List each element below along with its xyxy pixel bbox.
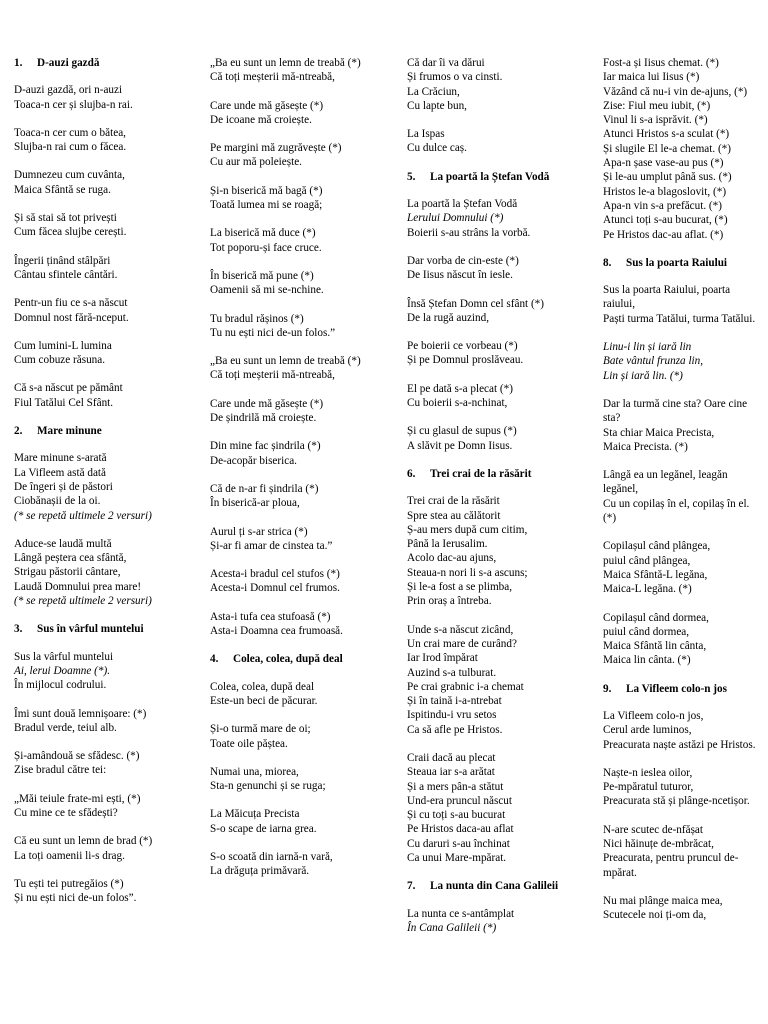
verse-line: Apa-n vin s-a prefăcut. (*) [603,199,722,212]
verse-line: Și să stai să tot privești [14,212,117,225]
verse-line: Vinul li s-a isprăvit. (*) [603,114,708,127]
verse-line: Ca unui Mare-mpărat. [407,852,507,865]
verse-line: A slăvit pe Domn Iisus. [407,439,513,452]
verse-line: Sta chiar Maica Precista, [603,426,715,439]
verse-line: puiul când dormea, [603,625,690,638]
stanza [210,56,370,85]
verse-line: Dar la turmă cine sta? Oare cine sta? [603,397,748,425]
stanza [210,765,370,794]
verse-line: Steaua-n nori li s-a ascuns; [407,566,528,579]
verse-line: Strigau păstorii cântare, [14,566,121,579]
verse-line: Că s-a născut pe pământ [14,382,123,395]
verse-line: Pentr-un fiu ce s-a născut [14,297,128,310]
stanza [407,339,567,368]
verse-line: Maica lin cânta. (*) [603,654,691,667]
song-number: 2. [14,425,23,438]
verse-line: Asta-i Doamna cea frumoasă. [210,625,343,638]
verse-line: Iar maica lui Iisus (*) [603,71,700,84]
verse-line: El pe dată s-a plecat (*) [407,382,513,395]
column-4 [603,56,763,937]
verse-line: La drăguța primăvară. [210,865,310,878]
verse-line: N-are scutec de-nfășat [603,823,704,836]
verse-line: Maica Sfântă se ruga. [14,183,111,196]
song-title: Mare minune [37,425,102,438]
verse-line: Și le-au umplut până sus. (*) [603,171,732,184]
verse-line: S-o scoată din iarnă-n vară, [210,850,333,863]
stanza [407,907,567,936]
verse-line: Și a mers pân-a stătut [407,780,504,793]
verse-line: Tot poporu-și face cruce. [210,241,322,254]
verse-line: Că de n-ar fi șindrila (*) [210,482,319,495]
verse-line: Lângă peștera cea sfântă, [14,552,127,565]
song-number: 3. [14,623,23,636]
verse-line: Cu daruri s-au închinat [407,837,510,850]
stanza [14,254,174,283]
column-2 [210,56,370,893]
verse-line: Pe crai grabnic i-a chemat [407,680,524,693]
verse-line: Toaca-n cer cum o bătea, [14,126,126,139]
song-heading [603,256,763,270]
stanza [210,722,370,751]
verse-line: În biserică mă pune (*) [210,269,314,282]
stanza [407,127,567,156]
verse-line: Craii dacă au plecat [407,751,496,764]
verse-line: Fiul Tatălui Cel Sfânt. [14,396,114,409]
stanza [14,834,174,863]
verse-line: Oamenii să mi se-nchine. [210,284,324,297]
verse-line: Ai, lerui Doamne (*). [14,664,111,677]
verse-line: La Ispas [407,128,445,141]
verse-line: Nici hăinuțe de-mbrăcat, [603,838,714,851]
verse-line: Un crai mare de curând? [407,637,517,650]
verse-line: S-o scape de iarna grea. [210,822,317,835]
song-title: La nunta din Cana Galileii [430,880,559,893]
verse-line: Ciobănașii de la oi. [14,495,101,508]
verse-line: Cum lumini-L lumina [14,339,112,352]
column-3 [407,56,567,949]
verse-line: Pe Hristos dac-au aflat. (*) [603,228,724,241]
song-title: Colea, colea, după deal [233,653,343,666]
song-heading [14,56,174,70]
verse-line: Colea, colea, după deal [210,680,315,693]
verse-line: La toți oamenii li-s drag. [14,849,125,862]
verse-line: Ș-au mers după cum citim, [407,523,528,536]
song-title: Trei crai de la răsărit [430,467,532,480]
verse-line: Cerul arde luminos, [603,724,692,737]
stanza [603,823,763,880]
verse-line: Maica Precista. (*) [603,440,688,453]
stanza [407,56,567,113]
stanza [210,567,370,596]
verse-line: puiul când plângea, [603,554,691,567]
verse-line: La Crăciun, [407,85,460,98]
verse-line: Zise: Fiul meu iubit, (*) [603,99,711,112]
verse-line: Prin oraș a întreba. [407,595,492,608]
verse-line: Acesta-i bradul cel stufos (*) [210,568,340,581]
stanza [210,482,370,511]
verse-line: Cum cobuze răsuna. [14,354,106,367]
verse-line: Cu mine ce te sfădești? [14,806,118,819]
verse-line: În mijlocul codrului. [14,679,107,692]
verse-line: La Vifleem astă dată [14,466,106,479]
stanza [407,494,567,608]
stanza [603,894,763,923]
song-title: La poartă la Ștefan Vodă [430,170,550,183]
stanza [603,766,763,809]
stanza [14,537,174,608]
verse-line: Cum făcea slujbe cerești. [14,226,127,239]
stanza [14,83,174,112]
verse-line: Sus la vârful muntelui [14,650,114,663]
stanza [210,99,370,128]
verse-line: Fost-a și Iisus chemat. (*) [603,57,719,69]
verse-line: Și în taină i-a-ntrebat [407,695,502,708]
stanza [603,340,763,383]
song-number: 9. [603,682,612,695]
stanza [407,254,567,283]
verse-line: Că toți meșterii mă-ntreabă, [210,369,335,382]
verse-line: „Ba eu sunt un lemn de treabă (*) [210,57,361,69]
song-heading [14,424,174,438]
verse-line: Unde s-a născut zicând, [407,623,514,636]
stanza [14,707,174,736]
verse-line: Acolo dac-au ajuns, [407,552,497,565]
stanza [210,312,370,341]
song-title: Sus în vârful muntelui [37,623,144,636]
verse-line: Ca să afle pe Hristos. [407,723,503,736]
verse-line: Acesta-i Domnul cel frumos. [210,582,340,595]
stanza [14,381,174,410]
verse-line: Și slugile El le-a chemat. (*) [603,142,731,155]
song-number: 6. [407,467,416,480]
verse-line: Lângă ea un legănel, leagăn legănel, [603,469,728,496]
verse-line: Maica Sfântă-L legăna, [603,568,708,581]
verse-line: Tu bradul rășinos (*) [210,312,304,325]
stanza [603,539,763,596]
verse-line: Copilașul când plângea, [603,540,711,553]
stanza [210,354,370,383]
verse-line: Însă Ștefan Domn cel sfânt (*) [407,297,545,310]
verse-line: Toate oile pășteа. [210,737,288,750]
verse-line: Este-un beci de păcurar. [210,694,318,707]
song-heading [603,682,763,696]
verse-line: Tu ești tei putregăios (*) [14,877,124,890]
verse-line: Și nu ești nici de-un folos”. [14,892,137,905]
verse-line: Atunci toți s-au bucurat, (*) [603,214,728,227]
verse-line: Pe Hristos daca-au aflat [407,823,514,836]
verse-line: În biserică-ar ploua, [210,497,300,510]
verse-line: Și-n biserică mă bagă (*) [210,184,323,197]
verse-line: Lerului Domnului (*) [407,212,504,225]
verse-line: Slujba-n rai cum o făcea. [14,141,127,154]
verse-line: Apa-n șase vase-au pus (*) [603,157,724,170]
stanza [407,197,567,240]
verse-line: Îmi sunt două lemnișoare: (*) [14,707,147,720]
verse-line: Pe margini mă zugrăvește (*) [210,142,342,155]
song-title: Sus la poarta Raiului [626,256,728,269]
verse-line: Din mine fac șindrila (*) [210,440,321,453]
verse-line: Care unde mă găsește (*) [210,397,324,410]
stanza [407,382,567,411]
verse-line: Zise bradul către tei: [14,764,107,777]
verse-line: Toaca-n cer și slujba-n rai. [14,98,133,111]
verse-line: Cântau sfintele cântări. [14,268,118,281]
verse-line: De-acopăr biserica. [210,454,297,467]
verse-line: Preacurata, pentru pruncul de-mpărat. [603,852,739,879]
verse-line: Dar vorba de cin-este (*) [407,254,519,267]
verse-line: Bradul verde, teiul alb. [14,721,117,734]
song-heading [14,622,174,636]
song-title: D-auzi gazdă [37,57,100,69]
verse-line: Preacurata stă și plânge-ncetișor. [603,795,750,808]
stanza [14,339,174,368]
verse-line: Până la Ierusalim. [407,538,488,551]
verse-line: Und-era pruncul născut [407,794,512,807]
verse-line: Steaua iar s-a arătat [407,766,495,779]
stanza [210,525,370,554]
stanza [14,211,174,240]
verse-line: Maica-L legăna. (*) [603,583,692,596]
verse-line: „Măi teiule frate-mi ești, (*) [14,792,141,805]
verse-line: Cu aur mă poleiește. [210,156,302,169]
verse-line: La Vifleem colo-n jos, [603,709,704,722]
verse-line: Pe boierii ce vorbeau (*) [407,340,518,353]
verse-line: Paști turma Tatălui, turma Tatălui. [603,312,756,325]
song-heading [407,467,567,481]
verse-line: (* se repetă ultimele 2 versuri) [14,595,152,608]
verse-line: Mare minune s-arată [14,452,107,465]
stanza [14,877,174,906]
stanza [603,611,763,668]
verse-line: Îngerii ținând stâlpări [14,254,111,267]
verse-line: Maica Sfântă lin cânta, [603,640,707,653]
verse-line: Numai una, miorea, [210,765,299,778]
stanza [14,749,174,778]
verse-line: Și cu glasul de supus (*) [407,425,517,438]
column-1 [14,56,174,919]
verse-line: De la rugă auzind, [407,311,490,324]
verse-line: Pe-mpăratul tuturor, [603,781,694,794]
verse-line: Hristos le-a blagoslovit, (*) [603,185,727,198]
verse-line: Cu boierii s-a-nchinat, [407,397,508,410]
stanza [210,226,370,255]
stanza [210,269,370,298]
verse-line: Sus la poarta Raiului, poarta raiului, [603,284,731,311]
verse-line: Văzând că nu-i vin de-ajuns, (*) [603,85,748,98]
verse-line: Cu lapte bun, [407,99,467,112]
stanza [210,850,370,879]
verse-line: De icoane mă croiește. [210,113,312,126]
verse-line: Auzind s-a tulburat. [407,666,497,679]
verse-line: Care unde mă găsește (*) [210,99,324,112]
stanza [210,397,370,426]
verse-line: Iar Irod împărat [407,652,478,665]
verse-line: Și-o turmă mare de oi; [210,723,311,736]
verse-line: Și-ar fi amar de cinstea ta.” [210,539,333,552]
song-title: La Vifleem colo-n jos [626,682,727,695]
stanza [603,709,763,752]
verse-line: La nunta ce s-antâmplat [407,907,515,920]
stanza [14,451,174,522]
verse-line: De Iisus născut în iesle. [407,269,513,282]
stanza [210,680,370,709]
verse-line: Aurul ți s-ar strica (*) [210,525,308,538]
verse-line: Nu mai plânge maica mea, [603,894,723,907]
verse-line: Și cu toți s-au bucurat [407,809,506,822]
stanza [407,424,567,453]
stanza [603,56,763,242]
stanza [603,397,763,454]
verse-line: Și-amândouă se sfădesc. (*) [14,750,140,763]
verse-line: Și frumos o va cinsti. [407,71,503,84]
stanza [14,126,174,155]
stanza [603,283,763,326]
stanza [210,610,370,639]
verse-line: Aduce-se laudă multă [14,537,112,550]
verse-line: Atunci Hristos s-a sculat (*) [603,128,730,141]
verse-line: Ispitindu-i vru setos [407,709,497,722]
verse-line: D-auzi gazdă, ori n-auzi [14,84,123,97]
verse-line: Scutecele noi ți-om da, [603,909,707,922]
stanza [210,439,370,468]
verse-line: La poartă la Ștefan Vodă [407,198,518,211]
verse-line: De îngeri și de păstori [14,480,113,493]
song-number: 4. [210,653,219,666]
verse-line: De șindrilă mă croiește. [210,412,317,425]
verse-line: „Ba eu sunt un lemn de treabă (*) [210,355,361,368]
stanza [14,792,174,821]
song-heading [407,170,567,184]
verse-line: Că dar îi va dărui [407,57,485,69]
verse-line: Și pe Domnul proslăveau. [407,354,524,367]
song-number: 5. [407,170,416,183]
verse-line: În Cana Galileii (*) [407,921,497,934]
verse-line: Boierii s-au strâns la vorbă. [407,226,531,239]
verse-line: Copilașul când dormea, [603,611,709,624]
verse-line: Cu un copilaș în el, copilaș în el. (*) [603,497,750,525]
stanza [407,297,567,326]
stanza [210,807,370,836]
verse-line: Linu-i lin și iară lin [603,341,692,354]
verse-line: Spre stea au călătorit [407,509,501,522]
verse-line: Laudă Domnului prea mare! [14,580,142,593]
verse-line: Că toți meșterii mă-ntreabă, [210,71,335,84]
verse-line: Și le-a fost a se plimba, [407,581,513,594]
verse-line: Dumnezeu cum cuvânta, [14,169,125,182]
verse-line: Lin și iară lin. (*) [603,369,683,382]
song-number: 7. [407,880,416,893]
verse-line: Asta-i tufa cea stufoasă (*) [210,610,331,623]
song-heading [210,652,370,666]
stanza [210,141,370,170]
verse-line: Cu dulce caș. [407,142,467,155]
stanza [210,184,370,213]
verse-line: La biserică mă duce (*) [210,227,316,240]
stanza [14,650,174,693]
verse-line: Bate vântul frunza lin, [603,355,704,368]
stanza [603,468,763,525]
song-number: 1. [14,57,23,69]
stanza [14,168,174,197]
verse-line: Naște-n ieslea oilor, [603,766,693,779]
verse-line: Sta-n genunchi și se ruga; [210,780,326,793]
stanza [407,623,567,737]
verse-line: Trei crai de la răsărit [407,495,500,508]
song-heading [407,879,567,893]
verse-line: Că eu sunt un lemn de brad (*) [14,835,153,848]
verse-line: Toată lumea mi se roagă; [210,199,323,212]
verse-line: Preacurata naște astăzi pe Hristos. [603,738,756,751]
stanza [14,296,174,325]
stanza [407,751,567,865]
song-number: 8. [603,256,612,269]
verse-line: Tu nu ești nici de-un folos.” [210,326,336,339]
verse-line: (* se repetă ultimele 2 versuri) [14,509,152,522]
verse-line: Domnul nost fără-nceput. [14,311,129,324]
verse-line: La Măicuța Precista [210,808,300,821]
